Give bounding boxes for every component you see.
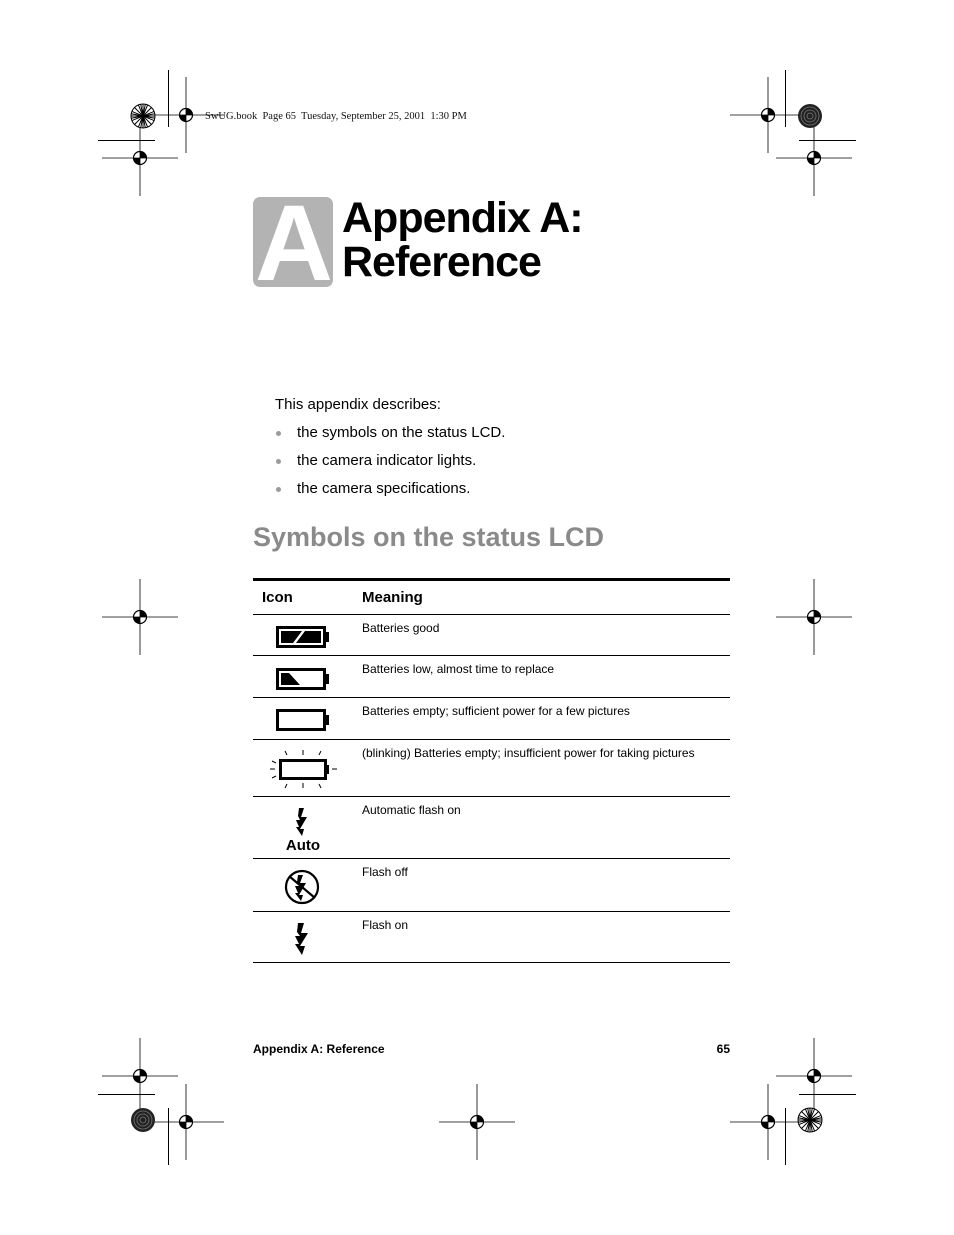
meaning-text: Flash off	[362, 865, 408, 879]
icon-cell	[253, 859, 353, 911]
icon-cell	[253, 912, 353, 962]
bullet-text: the camera indicator lights.	[297, 452, 477, 469]
icon-cell	[253, 615, 353, 655]
list-item	[275, 480, 505, 508]
icon-cell	[253, 740, 353, 796]
flash-off-icon	[283, 868, 321, 906]
battery-low-icon	[276, 668, 332, 690]
table-row	[253, 859, 730, 912]
meaning-text: Batteries good	[362, 621, 440, 635]
column-header-meaning: Meaning	[362, 589, 423, 606]
column-header-icon: Icon	[262, 589, 293, 606]
chapter-title-line-2: Reference	[342, 238, 541, 286]
bullet-icon	[276, 459, 281, 464]
list-item	[275, 452, 505, 480]
table-row	[253, 912, 730, 963]
meaning-text: Automatic flash on	[362, 803, 461, 817]
battery-full-icon	[276, 626, 332, 648]
table-row	[253, 656, 730, 698]
flash-on-icon	[294, 923, 312, 955]
list-item	[275, 424, 505, 452]
table-header-row	[253, 581, 730, 615]
icon-cell	[253, 656, 353, 697]
chapter-letter-box	[253, 197, 333, 287]
meaning-text: Flash on	[362, 918, 409, 932]
chapter-title-line-1: Appendix A:	[342, 194, 583, 242]
battery-empty-icon	[276, 709, 332, 731]
meaning-text: (blinking) Batteries empty; insufficient power for taking pictures	[362, 746, 695, 760]
table-row	[253, 797, 730, 859]
bullet-icon	[276, 431, 281, 436]
table-row	[253, 615, 730, 656]
section-heading: Symbols on the status LCD	[253, 522, 605, 552]
table-row	[253, 740, 730, 797]
flash-auto-label: Auto	[285, 837, 321, 854]
icon-cell	[253, 698, 353, 739]
bullet-icon	[276, 487, 281, 492]
chapter-letter: A	[255, 197, 331, 287]
flash-auto-icon	[295, 808, 311, 836]
meaning-text: Batteries empty; sufficient power for a few pictures	[362, 704, 630, 718]
intro-bullet-list	[275, 424, 505, 508]
symbols-table	[253, 578, 730, 963]
bullet-text: the camera specifications.	[297, 480, 471, 497]
icon-cell	[253, 797, 353, 858]
bullet-text: the symbols on the status LCD.	[297, 424, 506, 441]
slug-line: SwUG.book Page 65 Tuesday, September 25, 2001 1:30 PM	[205, 111, 467, 122]
page-number: 65	[716, 1042, 730, 1056]
intro-text: This appendix describes:	[275, 396, 441, 413]
battery-blinking-icon	[267, 749, 339, 789]
table-row	[253, 698, 730, 740]
chapter-title	[342, 196, 583, 284]
footer-running-title: Appendix A: Reference	[253, 1042, 385, 1056]
meaning-text: Batteries low, almost time to replace	[362, 662, 555, 676]
